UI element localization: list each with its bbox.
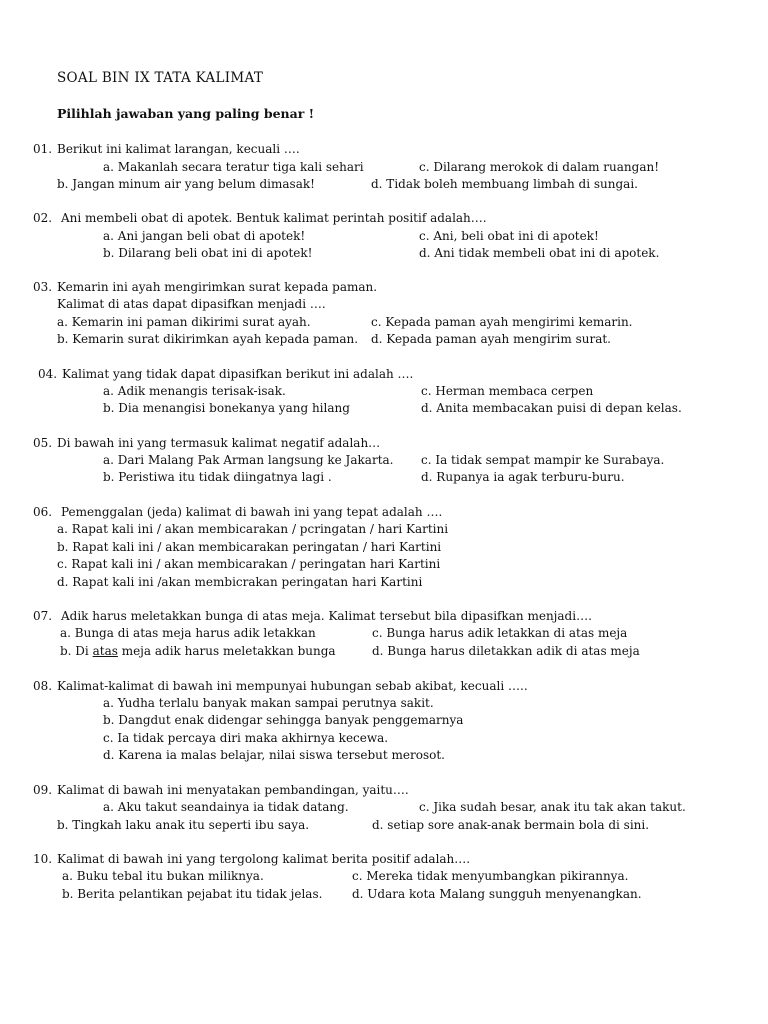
option-a: a. Adik menangis terisak-isak. [103, 384, 286, 398]
option-d: d. Tidak boleh membuang limbah di sungai. [371, 177, 638, 191]
option-a: a. Rapat kali ini / akan membicarakan / pcringatan / hari Kartini [57, 522, 449, 536]
option-a: a. Dari Malang Pak Arman langsung ke Jakarta. [103, 453, 394, 467]
question-text: Kemarin ini ayah mengirimkan surat kepada paman. [57, 280, 378, 294]
option-b: b. Berita pelantikan pejabat itu tidak jelas. [62, 887, 323, 901]
option-c: c. Rapat kali ini / akan membicarakan / peringatan hari Kartini [57, 557, 441, 571]
question-number: 06. [33, 505, 53, 519]
option-c: c. Ani, beli obat ini di apotek! [419, 229, 599, 243]
question-text: Ani membeli obat di apotek. Bentuk kalimat perintah positif adalah…. [61, 211, 487, 225]
option-a: a. Ani jangan beli obat di apotek! [103, 229, 306, 243]
question-text: Kalimat yang tidak dapat dipasifkan berikut ini adalah …. [62, 367, 414, 381]
option-c: c. Herman membaca cerpen [421, 384, 594, 398]
option-c: c. Mereka tidak menyumbangkan pikirannya. [352, 869, 629, 883]
option-c: c. Ia tidak sempat mampir ke Surabaya. [421, 453, 665, 467]
option-d: d. Anita membacakan puisi di depan kelas. [421, 401, 682, 415]
option-a: a. Kemarin ini paman dikirimi surat ayah. [57, 315, 311, 329]
question-text: Di bawah ini yang termasuk kalimat negatif adalah… [57, 436, 381, 450]
question-text: Pemenggalan (jeda) kalimat di bawah ini yang tepat adalah …. [61, 505, 443, 519]
question-number: 10. [33, 852, 53, 866]
question-number: 03. [33, 280, 53, 294]
question-number: 07. [33, 609, 53, 623]
question-text: Kalimat di bawah ini menyatakan pembandingan, yaitu…. [57, 783, 409, 797]
option-b: b. Kemarin surat dikirimkan ayah kepada paman. [57, 332, 359, 346]
question-number: 09. [33, 783, 53, 797]
question-text-line-2: Kalimat di atas dapat dipasifkan menjadi …. [57, 297, 326, 311]
option-d: d. Kepada paman ayah mengirim surat. [371, 332, 611, 346]
option-c: c. Dilarang merokok di dalam ruangan! [419, 160, 660, 174]
option-b-text-rest: meja adik harus meletakkan bunga [117, 644, 336, 658]
option-b: b. Tingkah laku anak itu seperti ibu saya. [57, 818, 310, 832]
question-text: Adik harus meletakkan bunga di atas meja. Kalimat tersebut bila dipasifkan menjadi…. [61, 609, 592, 623]
option-a: a. Makanlah secara teratur tiga kali sehari [103, 160, 364, 174]
question-number: 01. [33, 142, 53, 156]
option-b-underlined-word: atas [92, 644, 118, 658]
question-text: Berikut ini kalimat larangan, kecuali …. [57, 142, 300, 156]
option-a: a. Aku takut seandainya ia tidak datang. [103, 800, 349, 814]
question-number: 04. [38, 367, 58, 381]
option-c: c. Kepada paman ayah mengirimi kemarin. [371, 315, 633, 329]
document-title: SOAL BIN IX TATA KALIMAT [57, 70, 264, 86]
option-b: b. Peristiwa itu tidak diingatnya lagi . [103, 470, 332, 484]
option-c: c. Jika sudah besar, anak itu tak akan takut. [419, 800, 686, 814]
question-text: Kalimat-kalimat di bawah ini mempunyai hubungan sebab akibat, kecuali ….. [57, 679, 528, 693]
option-c: c. Ia tidak percaya diri maka akhirnya kecewa. [103, 731, 389, 745]
option-b-text: b. Di [60, 644, 93, 658]
option-c: c. Bunga harus adik letakkan di atas meja [372, 626, 628, 640]
option-d: d. Rapat kali ini /akan membicrakan peringatan hari Kartini [57, 575, 423, 589]
option-b: b. Dangdut enak didengar sehingga banyak penggemarnya [103, 713, 464, 727]
option-b [60, 644, 336, 658]
option-b: b. Dia menangisi bonekanya yang hilang [103, 401, 350, 415]
question-number: 02. [33, 211, 53, 225]
option-d: d. Rupanya ia agak terburu-buru. [421, 470, 625, 484]
option-d: d. setiap sore anak-anak bermain bola di sini. [372, 818, 650, 832]
option-b: b. Jangan minum air yang belum dimasak! [57, 177, 315, 191]
option-d: d. Bunga harus diletakkan adik di atas meja [372, 644, 640, 658]
option-a: a. Buku tebal itu bukan miliknya. [62, 869, 264, 883]
option-d: d. Udara kota Malang sungguh menyenangkan. [352, 887, 642, 901]
option-d: d. Karena ia malas belajar, nilai siswa tersebut merosot. [103, 748, 445, 762]
option-a: a. Yudha terlalu banyak makan sampai perutnya sakit. [103, 696, 434, 710]
option-a: a. Bunga di atas meja harus adik letakkan [60, 626, 316, 640]
option-b: b. Dilarang beli obat ini di apotek! [103, 246, 313, 260]
question-number: 08. [33, 679, 53, 693]
option-d: d. Ani tidak membeli obat ini di apotek. [419, 246, 660, 260]
question-number: 05. [33, 436, 53, 450]
question-text: Kalimat di bawah ini yang tergolong kalimat berita positif adalah…. [57, 852, 471, 866]
option-b: b. Rapat kali ini / akan membicarakan peringatan / hari Kartini [57, 540, 442, 554]
instruction: Pilihlah jawaban yang paling benar ! [57, 106, 315, 121]
